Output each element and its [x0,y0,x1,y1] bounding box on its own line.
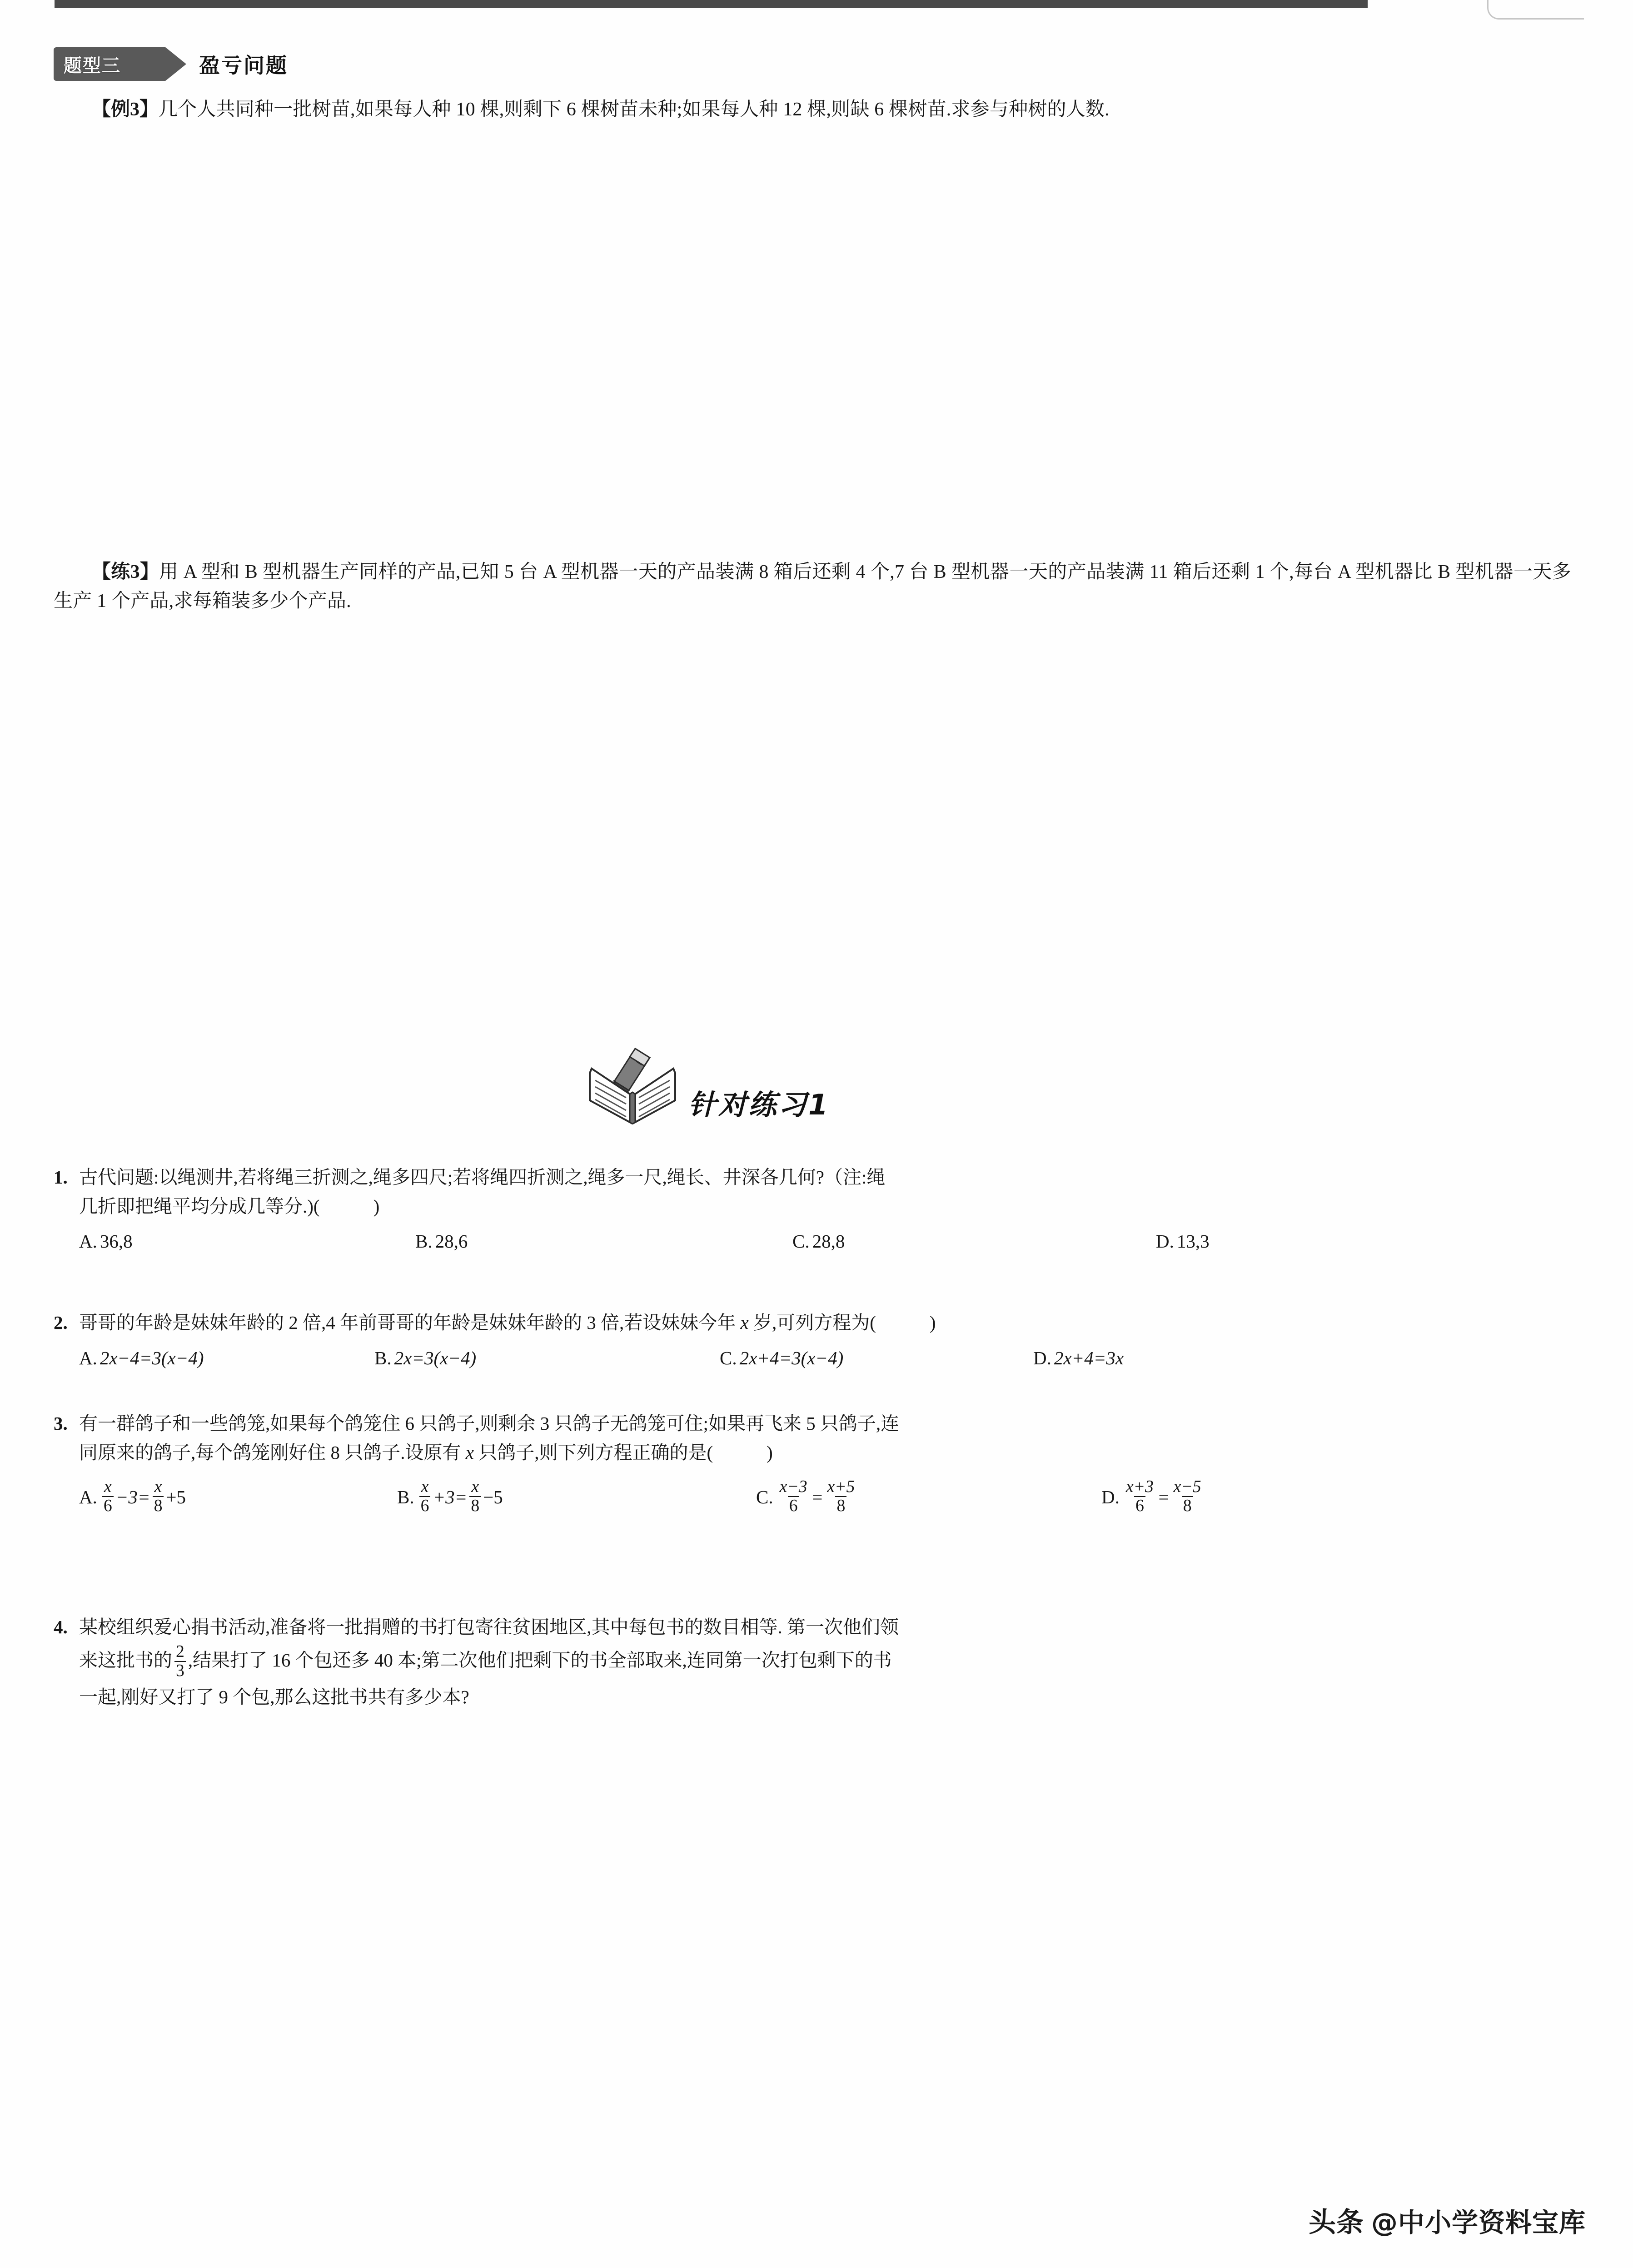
option-b-left-fraction: $\frac{x}{6}$ [419,1478,431,1515]
question-2-option-c[interactable] [720,1344,1033,1373]
page-top-rule [55,0,1368,8]
question-3-option-d[interactable] [1101,1479,1205,1516]
watermark-handle: @中小学资料宝库 [1371,2207,1586,2238]
option-a-value: 36,8 [100,1231,133,1252]
option-a-right-fraction: $\frac{x}{8}$ [153,1478,164,1515]
question-2-options [54,1344,1571,1373]
question-4 [54,1611,1571,1714]
option-a-operator: −3= [115,1486,150,1507]
question-4-line2-post: ,结果打了 16 个包还多 40 本;第二次他们把剩下的书全部取来,连同第一次打包剩下的书 [188,1649,892,1671]
option-c-label: C. [720,1347,737,1368]
question-4-line1: 某校组织爱心捐书活动,准备将一批捐赠的书打包寄往贫困地区,其中每包书的数目相等. 第一次他们领 [79,1616,899,1637]
question-3-options [54,1479,1571,1516]
question-2-text-close: ) [929,1312,936,1333]
option-b-value: 28,6 [435,1231,468,1252]
question-2-text-post: 岁,可列方程为( [748,1312,876,1333]
question-3-number: 3. [54,1413,68,1434]
practice-banner [586,1045,830,1124]
option-c-expression: 2x+4=3(x−4) [739,1347,844,1368]
page-corner-decoration [1487,0,1584,20]
option-d-label: D. [1101,1486,1120,1507]
question-3-variable: x [465,1442,474,1463]
question-2-variable: x [740,1312,749,1333]
question-2-option-b[interactable] [374,1344,720,1373]
option-a-label: A. [79,1347,97,1368]
option-c-right-fraction: $\frac{x+5}{8}$ [827,1477,855,1515]
option-b-operator: +3= [433,1486,468,1507]
option-c-operator: = [811,1486,824,1507]
option-b-expression: 2x=3(x−4) [394,1347,477,1368]
question-4-line2-pre: 来这批书的 [79,1649,172,1671]
option-c-value: 28,8 [812,1231,845,1252]
watermark [1309,2201,1586,2240]
option-c-label: C. [756,1486,773,1507]
question-4-line3: 一起,刚好又打了 9 个包,那么这批书共有多少本? [79,1686,469,1708]
question-3-line2-pre: 同原来的鸽子,每个鸽笼刚好住 8 只鸽子.设原有 [79,1442,466,1463]
option-a-label: A. [79,1486,97,1507]
question-1-option-c[interactable] [792,1227,1156,1256]
option-d-value: 13,3 [1176,1231,1210,1252]
option-d-left-fraction: $\frac{x+3}{6}$ [1125,1477,1154,1515]
question-3-line2-close: ) [767,1442,773,1463]
option-d-right-fraction: $\frac{x-5}{8}$ [1173,1477,1201,1515]
example-3-text: 几个人共同种一批树苗,如果每人种 10 棵,则剩下 6 棵树苗未种;如果每人种 12 棵,则缺 6 棵树苗.求参与种树的人数. [159,99,1110,120]
section-title: 盈亏问题 [199,53,288,78]
question-1-line2: 几折即把绳平均分成几等分.)( [79,1195,320,1217]
practice-3-paragraph [54,558,1571,616]
section-badge: 题型三 [54,47,165,81]
option-d-operator: = [1157,1486,1170,1507]
question-3-option-a[interactable] [79,1479,397,1516]
question-1-line2-close: ) [373,1195,380,1217]
question-2-option-d[interactable] [1033,1344,1124,1373]
option-b-label: B. [415,1231,433,1252]
question-1-options [54,1227,1571,1256]
question-1-line1: 古代问题:以绳测井,若将绳三折测之,绳多四尺;若将绳四折测之,绳多一尺,绳长、井深各几何?（注:绳 [79,1167,886,1188]
option-a-label: A. [79,1231,97,1252]
question-3-line1: 有一群鸽子和一些鸽笼,如果每个鸽笼住 6 只鸽子,则剩余 3 只鸽子无鸽笼可住;如果再飞来 5 只鸽子,连 [79,1413,900,1434]
watermark-platform: 头条 [1308,2207,1364,2238]
option-b-tail: −5 [483,1486,503,1507]
question-2-option-a[interactable] [79,1344,374,1373]
practice-section-title: 针对练习1 [688,1088,830,1121]
question-1-number: 1. [54,1167,68,1188]
question-3-option-c[interactable] [756,1479,1101,1516]
option-c-label: C. [792,1231,810,1252]
practice-3-text: 用 A 型和 B 型机器生产同样的产品,已知 5 台 A 型机器一天的产品装满 8 箱后还剩 4 个,7 台 B 型机器一天的产品装满 11 箱后还剩 1 个,每台 A 型机器比 B 型机器一天多生产 1 个产品,求每箱装多少个产品. [54,562,1571,612]
question-4-number: 4. [54,1616,68,1637]
option-a-expression: 2x−4=3(x−4) [100,1347,204,1368]
example-3-paragraph [54,95,1571,124]
question-3-line2-post: 只鸽子,则下列方程正确的是( [473,1442,713,1463]
question-3 [54,1409,1571,1516]
option-d-label: D. [1156,1231,1174,1252]
question-4-fraction: $\frac{2}{3}$ [174,1643,186,1680]
option-d-expression: 2x+4=3x [1054,1347,1124,1368]
question-2-text-pre: 哥哥的年龄是妹妹年龄的 2 倍,4 年前哥哥的年龄是妹妹年龄的 3 倍,若设妹妹今年 [79,1312,741,1333]
option-c-left-fraction: $\frac{x-3}{6}$ [779,1477,807,1515]
question-2 [54,1308,1571,1373]
open-book-pencil-icon [586,1045,679,1124]
option-b-label: B. [397,1486,414,1507]
question-1 [54,1163,1571,1256]
option-a-left-fraction: $\frac{x}{6}$ [102,1478,114,1515]
question-1-option-b[interactable] [415,1227,792,1256]
practice-3-tag: 【练3】 [92,562,159,582]
option-a-tail: +5 [166,1486,186,1507]
option-b-right-fraction: $\frac{x}{8}$ [469,1478,481,1515]
question-2-number: 2. [54,1312,68,1333]
option-d-label: D. [1033,1347,1051,1368]
option-b-label: B. [374,1347,392,1368]
example-3-tag: 【例3】 [92,99,159,120]
question-1-option-a[interactable] [79,1227,415,1256]
section-header [54,47,288,81]
question-1-option-d[interactable] [1156,1227,1210,1256]
question-3-option-b[interactable] [397,1479,756,1516]
